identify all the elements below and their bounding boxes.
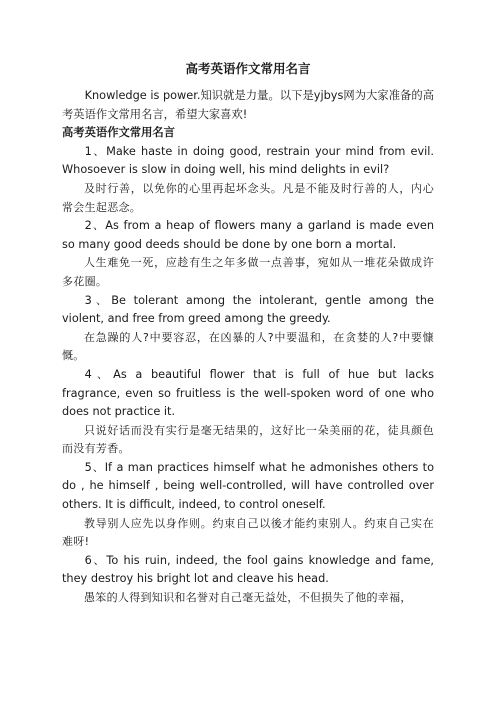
section-heading: 高考英语作文常用名言 xyxy=(62,126,175,140)
quote-1-english: 1、Make haste in doing good, restrain your mind from evil. Whosoever is slow in doing well, his mind delights in evil? xyxy=(62,144,434,177)
quote-5-english: 5、If a man practices himself what he admonishes others to do , he himself , being well-controlled, will have controlled over others. It is difficult, indeed, to control oneself. xyxy=(62,460,434,512)
intro-paragraph: Knowledge is power.知识就是力量。以下是yjbys网为大家准备的高考英语作文常用名言，希望大家喜欢! xyxy=(62,89,434,121)
quote-3-english: 3、Be tolerant among the intolerant, gentle among the violent, and free from greed among the greedy. xyxy=(62,293,434,326)
quote-1-chinese: 及时行善，以免你的心里再起坏念头。凡是不能及时行善的人，内心常会生起恶念。 xyxy=(62,181,434,214)
quote-6-chinese: 愚笨的人得到知识和名誉对自己毫无益处，不但损失了他的幸福， xyxy=(84,591,412,605)
quote-2-english: 2、As from a heap of flowers many a garland is made even so many good deeds should be done by one born a mortal. xyxy=(62,219,434,251)
quote-6-english: 6、To his ruin, indeed, the fool gains knowledge and fame, they destroy his bright lot and cleave his head. xyxy=(62,553,434,586)
quote-4-chinese: 只说好话而没有实行是毫无结果的，这好比一朵美丽的花，徒具颜色而没有芳香。 xyxy=(62,423,434,456)
page-title: 高考英语作文常用名言 xyxy=(185,61,311,76)
quote-3-chinese: 在急躁的人?中要容忍，在凶暴的人?中要温和，在贪婪的人?中要慷慨。 xyxy=(62,330,434,363)
quote-4-english: 4、As a beautiful flower that is full of hue but lacks fragrance, even so fruitless is the well-spoken word of one who does not practice it. xyxy=(62,367,434,419)
quote-5-chinese: 教导别人应先以身作则。约束自己以後才能约束别人。约束自己实在难呀! xyxy=(62,516,434,549)
quote-2-chinese: 人生难免一死，应趁有生之年多做一点善事，宛如从一堆花朵做成许多花圈。 xyxy=(62,256,434,288)
